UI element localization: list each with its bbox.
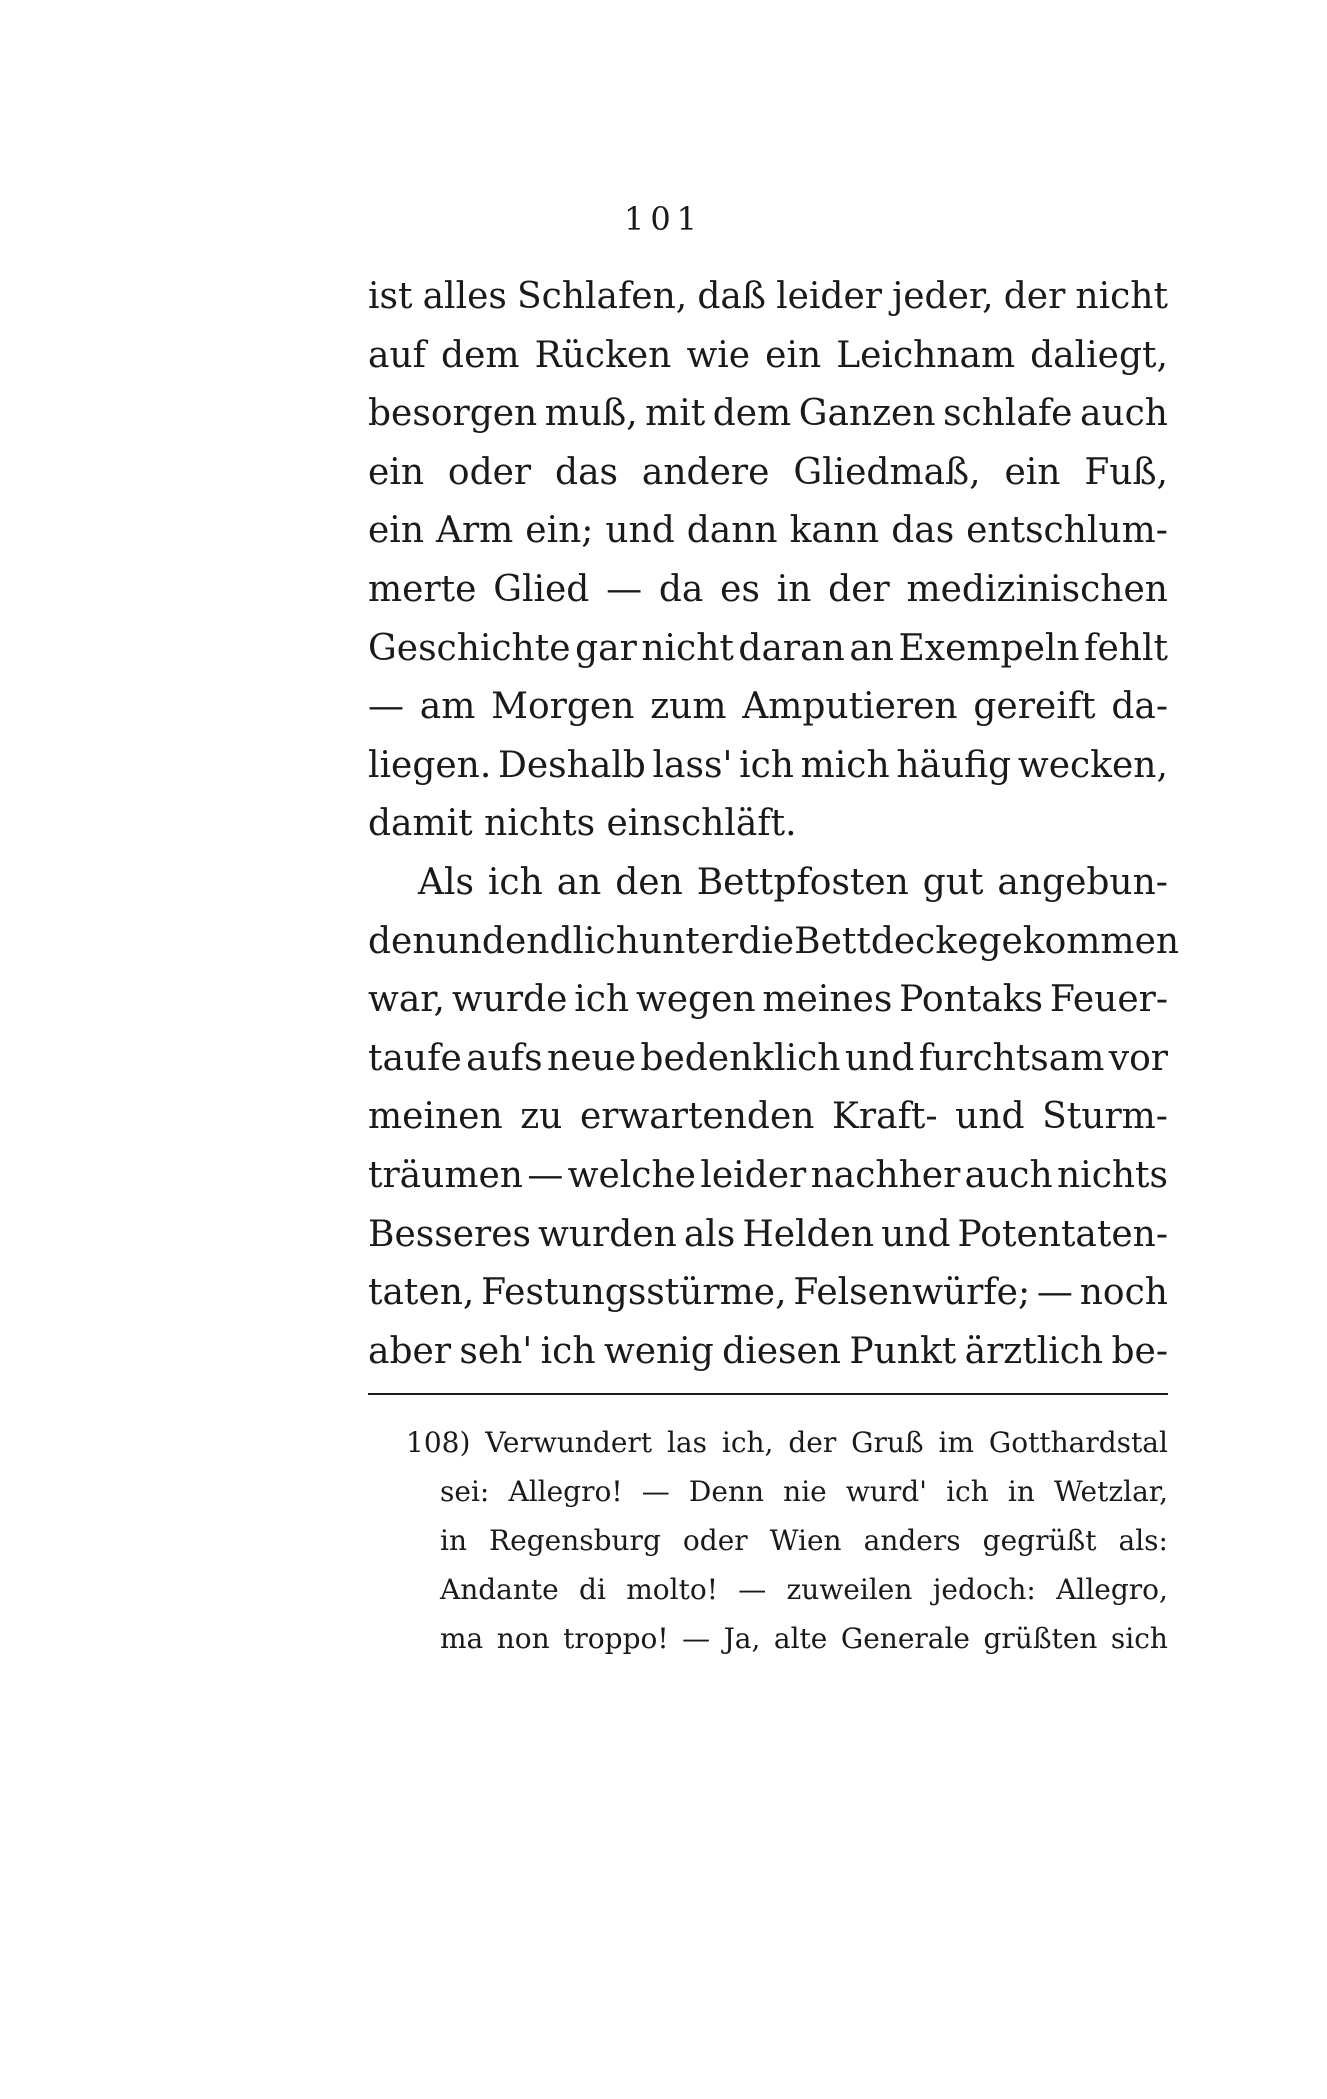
text-line: besorgen muß, mit dem Ganzen schlafe auch xyxy=(368,393,1168,435)
footnote-line: in Regensburg oder Wien anders gegrüßt als: xyxy=(440,1524,1168,1557)
text-line: meinen zu erwartenden Kraft- und Sturm- xyxy=(368,1096,1168,1138)
footnote-divider xyxy=(368,1393,1168,1395)
text-line: Als ich an den Bettpfosten gut angebun- xyxy=(418,861,1168,903)
text-line: taufe aufs neue bedenklich und furchtsam vor xyxy=(368,1037,1168,1079)
text-line: taten, Festungsstürme, Felsenwürfe; — noch xyxy=(368,1272,1168,1314)
page-number: 101 xyxy=(623,200,704,238)
footnote-line: ma non troppo! — Ja, alte Generale grüßten sich xyxy=(440,1622,1168,1655)
text-line: ein Arm ein; und dann kann das entschlum- xyxy=(368,510,1168,552)
text-line: Besseres wurden als Helden und Potentaten- xyxy=(368,1213,1168,1255)
text-line: damit nichts einschläft. xyxy=(368,803,797,845)
text-line: — am Morgen zum Amputieren gereift da- xyxy=(368,686,1168,728)
text-line: war, wurde ich wegen meines Pontaks Feuer- xyxy=(368,979,1168,1021)
footnote-line: sei: Allegro! — Denn nie wurd' ich in Wetzlar, xyxy=(440,1475,1168,1508)
text-line: träumen — welche leider nachher auch nichts xyxy=(368,1154,1168,1196)
footnotes xyxy=(368,1418,1168,1663)
text-line: ist alles Schlafen, daß leider jeder, der nicht xyxy=(368,276,1168,317)
text-line: aber seh' ich wenig diesen Punkt ärztlich be- xyxy=(368,1330,1168,1372)
text-line: merte Glied — da es in der medizinischen xyxy=(368,568,1168,610)
text-line: Geschichte gar nicht daran an Exempeln fehlt xyxy=(368,627,1168,669)
footnote-line: Andante di molto! — zuweilen jedoch: Allegro, xyxy=(440,1573,1168,1606)
body-text xyxy=(368,268,1180,1381)
footnote-line-108: 108) Verwundert las ich, der Gruß im Gotthardstal xyxy=(406,1426,1168,1459)
text-line: ein oder das andere Gliedmaß, ein Fuß, xyxy=(368,451,1168,493)
text-line: auf dem Rücken wie ein Leichnam daliegt, xyxy=(368,334,1168,376)
text-line: den und endlich unter die Bettdecke gekommen xyxy=(368,920,1180,962)
text-line: liegen. Deshalb lass' ich mich häufig wecken, xyxy=(368,744,1168,786)
